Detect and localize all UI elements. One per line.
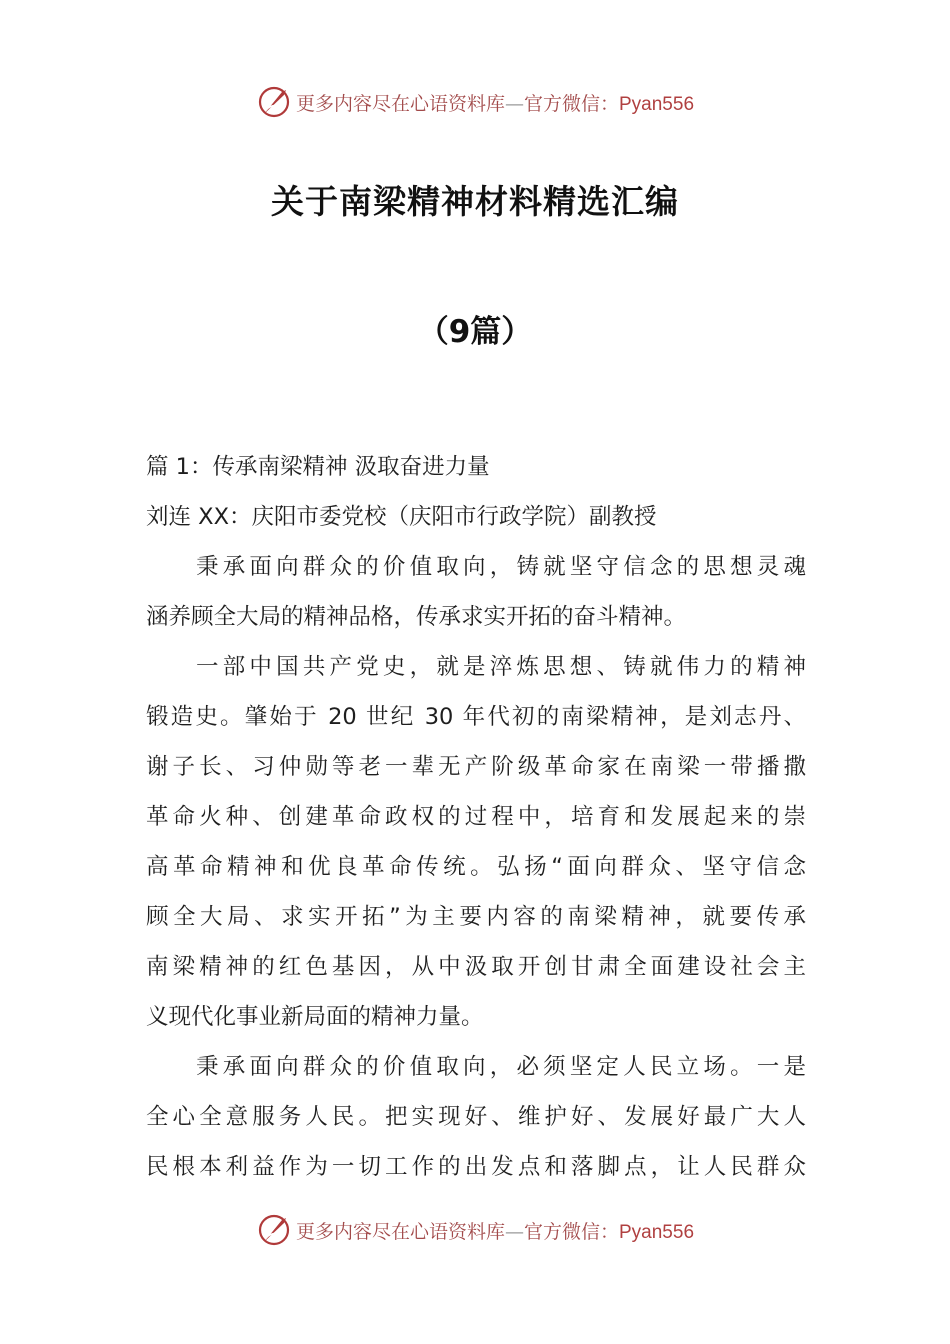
body-line: 高革命精神和优良革命传统。弘扬“面向群众、坚守信念: [146, 854, 806, 880]
body-line: 锻造史。肇始于 20 世纪 30 年代初的南梁精神，是刘志丹、: [146, 704, 806, 730]
body-line: 谢子长、习仲勋等老一辈无产阶级革命家在南梁一带播撒: [146, 754, 806, 780]
watermark-prefix: 更多内容尽在心语资料库: [295, 1220, 505, 1243]
watermark-text: [296, 1217, 694, 1244]
document-title: 关于南梁精神材料精选汇编: [271, 182, 679, 221]
watermark-id: Pyan556: [619, 1221, 695, 1243]
body-line: 顾全大局、求实开拓”为主要内容的南梁精神，就要传承: [146, 904, 806, 930]
watermark-prefix: 更多内容尽在心语资料库: [295, 92, 505, 115]
body-line: 一部中国共产党史，就是淬炼思想、铸就伟力的精神: [196, 654, 806, 680]
watermark-id: Pyan556: [619, 93, 695, 115]
body-line: 义现代化事业新局面的精神力量。: [146, 1004, 484, 1030]
author-line: 刘连 XX：庆阳市委党校（庆阳市行政学院）副教授: [146, 504, 657, 530]
document-subtitle: （9篇）: [417, 314, 533, 350]
chapter-heading: 篇 1：传承南梁精神 汲取奋进力量: [146, 454, 490, 480]
watermark-label: 官方微信：: [523, 92, 619, 115]
quill-logo-icon: [256, 1212, 292, 1248]
document-body: [146, 442, 806, 1192]
body-line: 民根本利益作为一切工作的出发点和落脚点，让人民群众: [146, 1154, 806, 1180]
watermark-label: 官方微信：: [523, 1220, 619, 1243]
watermark-separator: —: [504, 92, 524, 115]
watermark-footer: [0, 1210, 950, 1250]
body-line: 革命火种、创建革命政权的过程中，培育和发展起来的崇: [146, 804, 806, 830]
watermark-text: [296, 89, 694, 116]
body-line: 全心全意服务人民。把实现好、维护好、发展好最广大人: [146, 1104, 806, 1130]
quill-logo-icon: [256, 84, 292, 120]
body-line: 涵养顾全大局的精神品格，传承求实开拓的奋斗精神。: [146, 604, 687, 630]
body-line: 秉承面向群众的价值取向，必须坚定人民立场。一是: [196, 1054, 806, 1080]
watermark-separator: —: [504, 1220, 524, 1243]
watermark-header: [0, 82, 950, 122]
body-line: 南梁精神的红色基因，从中汲取开创甘肃全面建设社会主: [146, 954, 806, 980]
body-line: 秉承面向群众的价值取向，铸就坚守信念的思想灵魂: [196, 554, 806, 580]
